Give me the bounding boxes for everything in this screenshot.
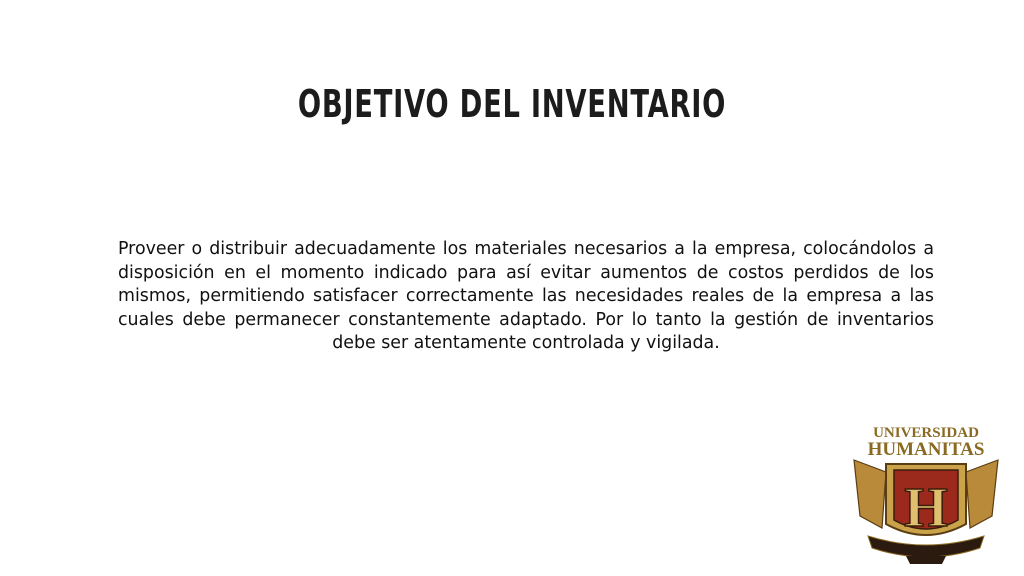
- right-wing-shape: [966, 460, 998, 528]
- left-wing-shape: [854, 460, 886, 528]
- slide-body-text: Proveer o distribuir adecuadamente los materiales necesarios a la empresa, colocándolos a disposición en el momento indicado para así evitar aumentos de costos perdidos de los mismos, permitiendo satisfacer correctamente las necesidades reales de la empresa a las cuales debe permanecer constantemente adaptado. Por lo tanto la gestión de inventarios debe ser atentamente controlada y vigilada.: [118, 239, 934, 353]
- logo-ribbon-shape: [868, 536, 984, 557]
- slide-title: OBJETIVO DEL INVENTARIO: [297, 82, 727, 126]
- logo-text-humanitas: HUMANITAS: [867, 439, 985, 460]
- logo-letter-h: H: [904, 477, 948, 539]
- logo-text-universidad: UNIVERSIDAD: [873, 425, 979, 441]
- universidad-humanitas-logo: [846, 420, 1006, 570]
- logo-ribbon-tail-shape: [906, 556, 946, 564]
